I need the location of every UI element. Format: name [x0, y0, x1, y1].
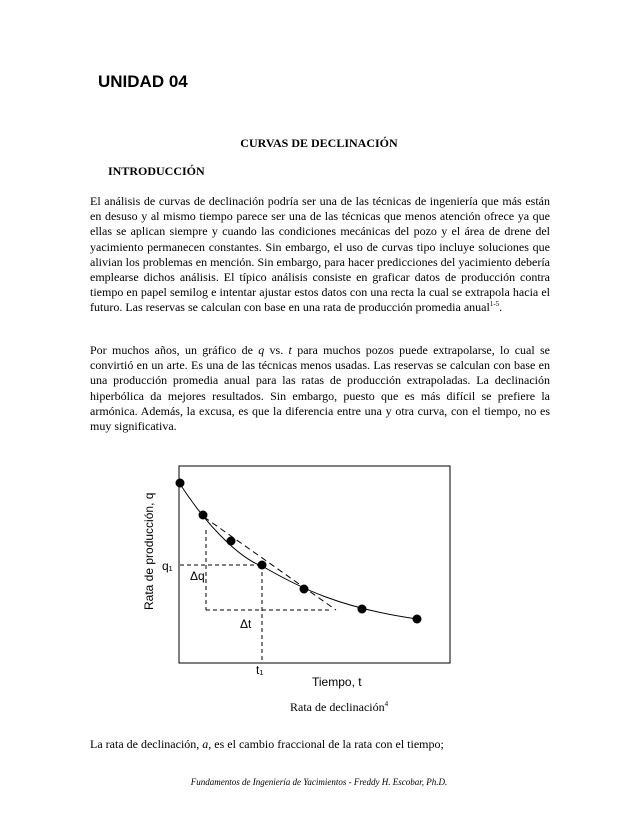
- final-line-after: , es el cambio fraccional de la rata con el tiempo;: [208, 737, 444, 751]
- t1-label: t₁: [256, 663, 264, 677]
- caption-text: Rata de declinación: [290, 700, 385, 714]
- decline-curve: [180, 484, 417, 619]
- data-points: [176, 479, 422, 624]
- variable-t: t: [288, 343, 292, 357]
- paragraph-extrapolation: [90, 343, 550, 434]
- paragraph-1-end: .: [499, 300, 503, 315]
- page-footer: Fundamentos de Ingeniería de Yacimientos - Freddy H. Escobar, Ph.D.: [190, 777, 448, 787]
- variable-q: q: [258, 343, 265, 357]
- caption-reference: 4: [384, 700, 389, 708]
- data-point: [199, 511, 208, 520]
- figure-caption: [290, 700, 388, 715]
- x-axis-label: Tiempo, t: [312, 675, 362, 689]
- paragraph-1-text: El análisis de curvas de declinación podría ser una de las técnicas de ingeniería que más están en desuso y al mismo tiempo parece ser una de las técnicas que menos atención ofrece ya que ellas se aplican siempre y cuando las condiciones mecánicas del pozo y el área de drene del yacimiento permanecen constantes. Sin embargo, el uso de curvas tipo incluye soluciones que alivian los problemas en mención. Sin embargo, para hacer predicciones del yacimiento debería emplearse dichos análisis. El típico análisis consiste en graficar datos de producción contra tiempo en papel semilog e intentar ajustar estos datos con una recta la cual se extrapola hacia el futuro. Las reservas se calculan con base en una rata de producción promedia anual: [90, 194, 550, 315]
- unit-title: UNIDAD 04: [98, 72, 188, 91]
- delta-t-label: Δt: [240, 617, 252, 631]
- reference-superscript: 1-5: [489, 300, 500, 309]
- data-point: [358, 605, 367, 614]
- tangent-line: [204, 517, 336, 610]
- delta-q-label: Δq: [190, 569, 205, 583]
- variable-a: a: [202, 737, 209, 751]
- final-line-before: La rata de declinación,: [90, 737, 203, 751]
- decline-rate-diagram: [0, 460, 638, 690]
- subsection-title: INTRODUCCIÓN: [108, 164, 205, 178]
- paragraph-2-vs: vs.: [264, 343, 289, 357]
- data-point: [258, 561, 267, 570]
- data-point: [413, 615, 422, 624]
- data-point: [176, 479, 185, 488]
- decline-rate-definition: [90, 737, 444, 752]
- q1-label: q₁: [162, 559, 173, 573]
- data-point: [227, 537, 236, 546]
- data-point: [300, 585, 309, 594]
- paragraph-2-intro: Por muchos años, un gráfico de: [90, 343, 259, 357]
- paragraph-introduction: [90, 194, 550, 316]
- y-axis-label: Rata de producción, q: [142, 492, 156, 610]
- section-title: CURVAS DE DECLINACIÓN: [240, 136, 398, 150]
- plot-frame: [179, 466, 450, 663]
- paragraph-2-text: para muchos pozos puede extrapolarse, lo cual se convirtió en un arte. Es una de las técnicas menos usadas. Las reservas se calculan con base en una producción promedia anual para las ratas de producción extrapoladas. La declinación hiperbólica da mejores resultados. Sin embargo, puesto que es más difícil se prefiere la armónica. Además, la excusa, es que la diferencia entre una y otra curva, con el tiempo, no es muy significativa.: [90, 343, 550, 434]
